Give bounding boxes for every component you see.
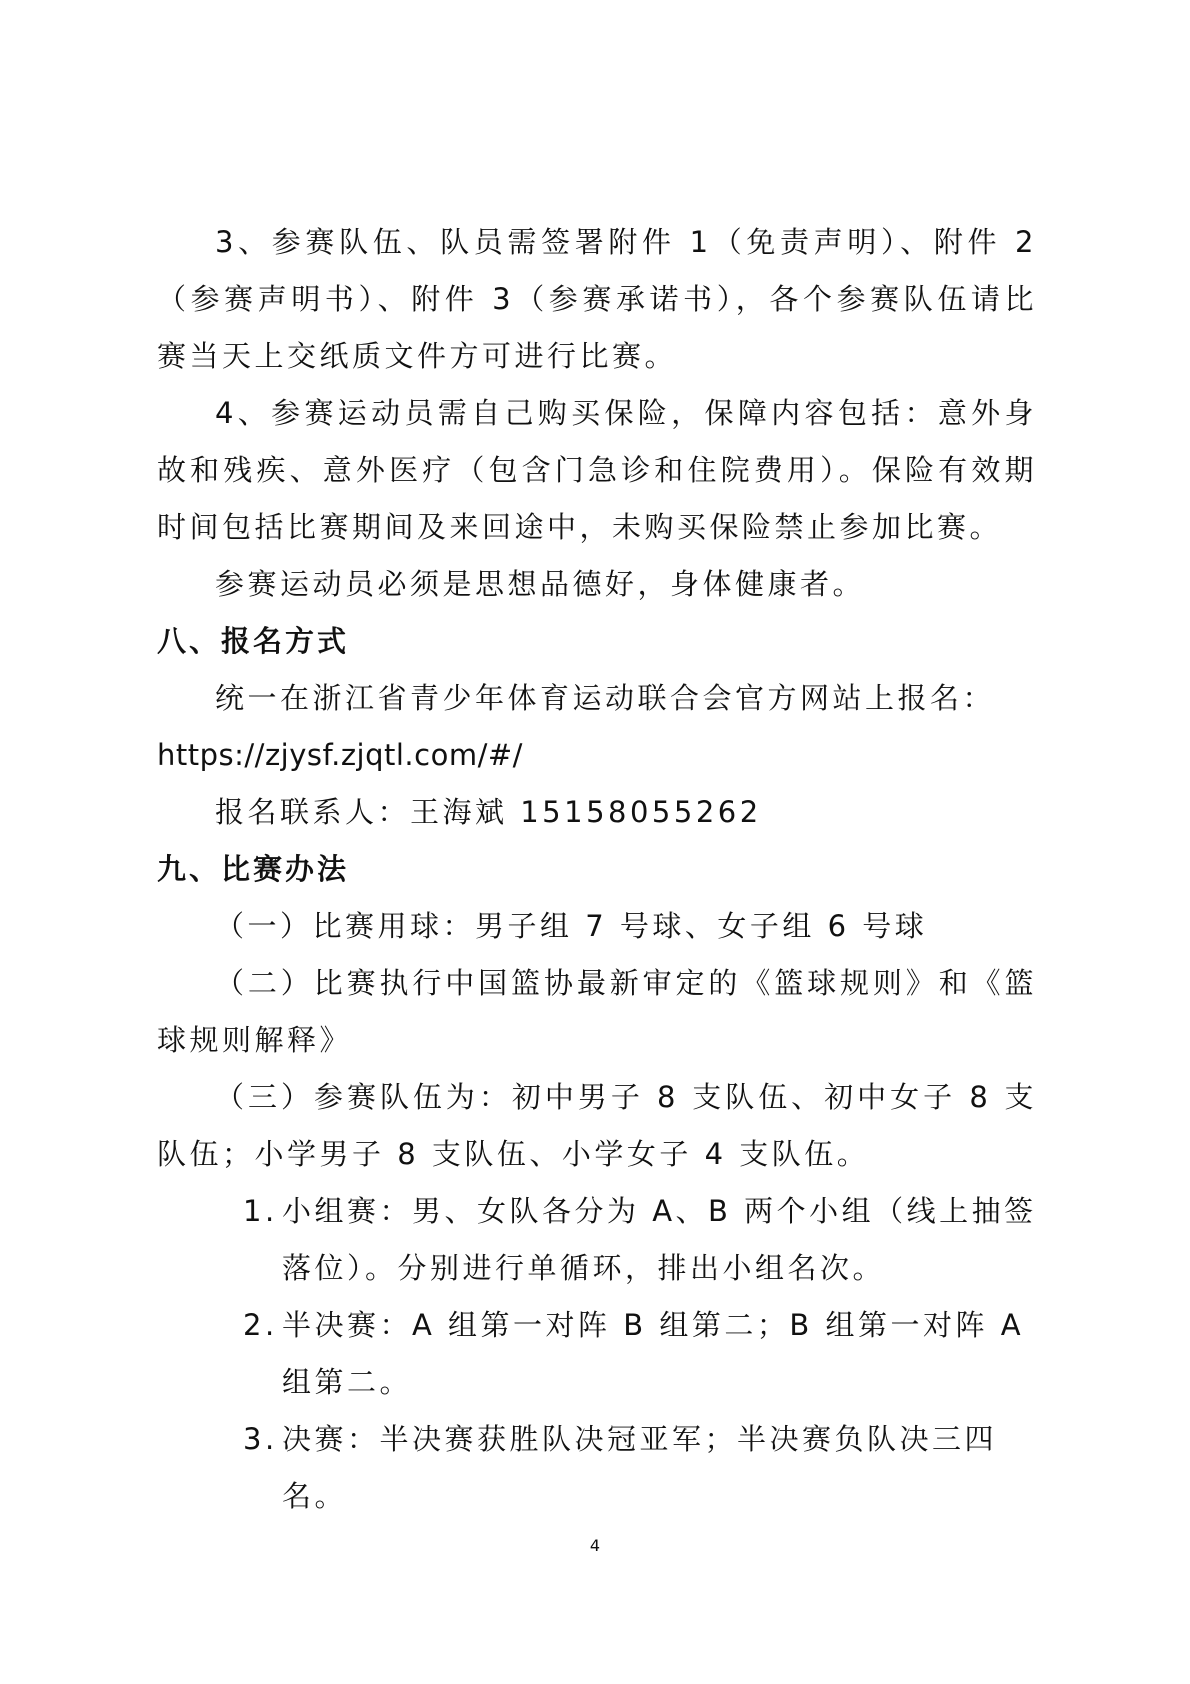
list-item-final [157, 1411, 1037, 1525]
rule-basketball-regulations: （二）比赛执行中国篮协最新审定的《篮球规则》和《篮球规则解释》 [157, 966, 1037, 1057]
paragraph-insurance-requirements: 4、参赛运动员需自己购买保险，保障内容包括：意外身故和残疾、意外医疗（包含门急诊和住院费用）。保险有效期时间包括比赛期间及来回途中，未购买保险禁止参加比赛。 [157, 396, 1037, 544]
paragraph-athlete-eligibility: 参赛运动员必须是思想品德好，身体健康者。 [215, 567, 866, 601]
list-item-text: 小组赛：男、女队各分为 A、B 两个小组（线上抽签落位）。分别进行单循环，排出小组名次。 [282, 1194, 1037, 1285]
page-content [157, 214, 1037, 1525]
section-heading-competition-rules: 九、比赛办法 [157, 852, 350, 886]
rule-ball-size: （一）比赛用球：男子组 7 号球、女子组 6 号球 [215, 909, 928, 943]
list-number: 2. [243, 1308, 278, 1342]
registration-text: 统一在浙江省青少年体育运动联合会官方网站上报名： [215, 681, 996, 715]
paragraph-signing-requirements: 3、参赛队伍、队员需签署附件 1（免责声明）、附件 2（参赛声明书）、附件 3（参赛承诺书），各个参赛队伍请比赛当天上交纸质文件方可进行比赛。 [157, 225, 1037, 373]
section-heading-registration: 八、报名方式 [157, 624, 350, 658]
list-number: 3. [243, 1422, 278, 1456]
registration-url[interactable]: https://zjysf.zjqtl.com/#/ [157, 738, 523, 772]
page-number: 4 [589, 1536, 601, 1555]
list-number: 1. [243, 1194, 278, 1228]
list-item-group-stage [157, 1183, 1037, 1297]
list-item-text: 半决赛：A 组第一对阵 B 组第二；B 组第一对阵 A 组第二。 [282, 1308, 1025, 1399]
registration-contact: 报名联系人：王海斌 15158055262 [215, 795, 762, 829]
list-item-text: 决赛：半决赛获胜队决冠亚军；半决赛负队决三四名。 [282, 1422, 998, 1513]
rule-participating-teams: （三）参赛队伍为：初中男子 8 支队伍、初中女子 8 支队伍；小学男子 8 支队伍、小学女子 4 支队伍。 [157, 1080, 1037, 1171]
list-item-semifinal [157, 1297, 1037, 1411]
